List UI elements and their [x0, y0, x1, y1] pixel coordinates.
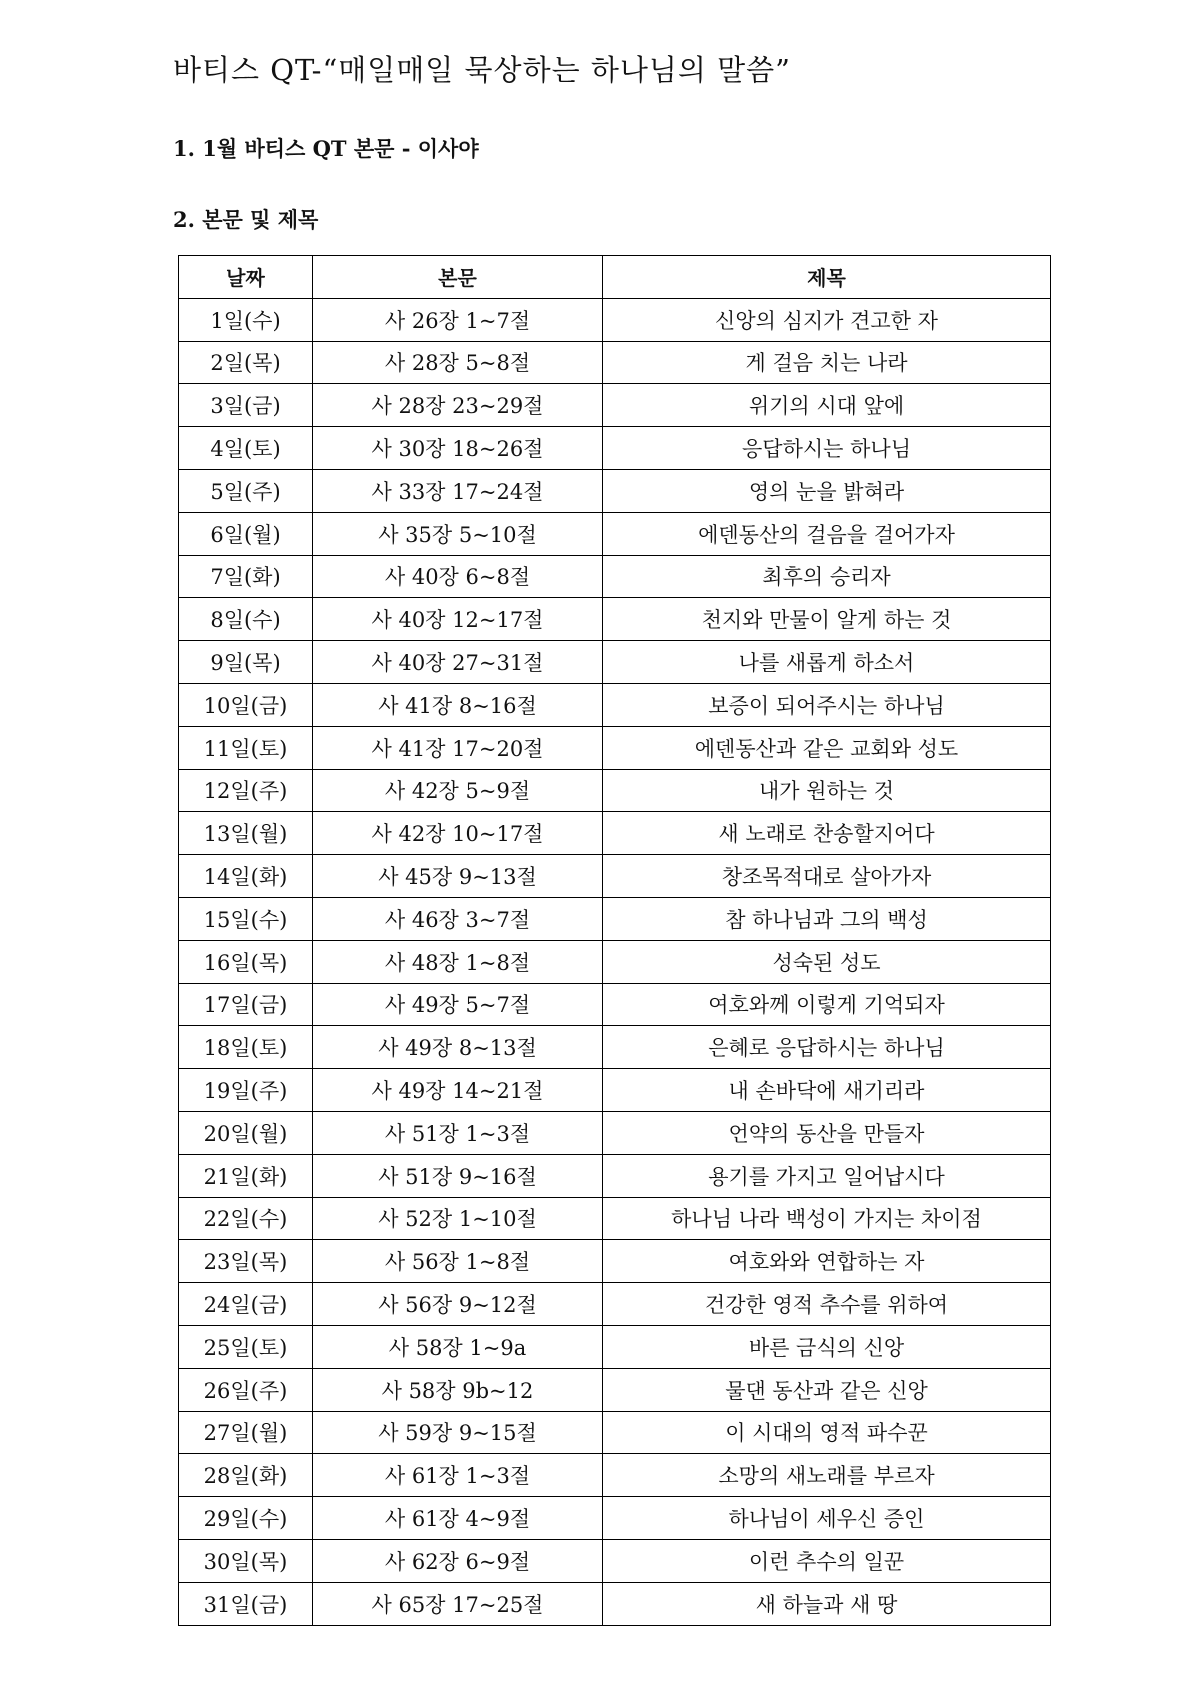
- date-cell: 26일(주): [179, 1368, 313, 1411]
- table-row: [179, 469, 1051, 512]
- section-heading-2: 2. 본문 및 제목: [173, 207, 319, 232]
- table-row: [179, 1283, 1051, 1326]
- reading-schedule-table: [178, 255, 1051, 1626]
- table-row: [179, 1582, 1051, 1625]
- title-cell: 여호와께 이렇게 기억되자: [603, 983, 1051, 1026]
- passage-cell: 사 56장 1~8절: [313, 1240, 603, 1283]
- passage-cell: 사 28장 23~29절: [313, 384, 603, 427]
- header-title: 제목: [603, 256, 1051, 299]
- table-header-row: [179, 256, 1051, 299]
- title-cell: 소망의 새노래를 부르자: [603, 1454, 1051, 1497]
- date-cell: 23일(목): [179, 1240, 313, 1283]
- passage-cell: 사 62장 6~9절: [313, 1539, 603, 1582]
- passage-cell: 사 59장 9~15절: [313, 1411, 603, 1454]
- title-cell: 성숙된 성도: [603, 940, 1051, 983]
- title-cell: 이 시대의 영적 파수꾼: [603, 1411, 1051, 1454]
- passage-cell: 사 40장 6~8절: [313, 555, 603, 598]
- passage-cell: 사 33장 17~24절: [313, 469, 603, 512]
- table-row: [179, 940, 1051, 983]
- table-row: [179, 1325, 1051, 1368]
- table-row: [179, 769, 1051, 812]
- date-cell: 28일(화): [179, 1454, 313, 1497]
- passage-cell: 사 35장 5~10절: [313, 512, 603, 555]
- date-cell: 21일(화): [179, 1154, 313, 1197]
- table-row: [179, 1411, 1051, 1454]
- date-cell: 7일(화): [179, 555, 313, 598]
- title-cell: 참 하나님과 그의 백성: [603, 897, 1051, 940]
- date-cell: 3일(금): [179, 384, 313, 427]
- document-title: 바티스 QT-“매일매일 묵상하는 하나님의 말씀”: [173, 53, 791, 87]
- title-cell: 영의 눈을 밝혀라: [603, 469, 1051, 512]
- passage-cell: 사 49장 8~13절: [313, 1026, 603, 1069]
- table-row: [179, 1497, 1051, 1540]
- passage-cell: 사 61장 4~9절: [313, 1497, 603, 1540]
- date-cell: 12일(주): [179, 769, 313, 812]
- passage-cell: 사 58장 9b~12: [313, 1368, 603, 1411]
- table-row: [179, 555, 1051, 598]
- table-row: [179, 427, 1051, 470]
- table-row: [179, 1069, 1051, 1112]
- title-cell: 내 손바닥에 새기리라: [603, 1069, 1051, 1112]
- date-cell: 2일(목): [179, 341, 313, 384]
- date-cell: 8일(수): [179, 598, 313, 641]
- date-cell: 14일(화): [179, 855, 313, 898]
- table-row: [179, 598, 1051, 641]
- title-cell: 새 하늘과 새 땅: [603, 1582, 1051, 1625]
- table-row: [179, 298, 1051, 341]
- date-cell: 20일(월): [179, 1111, 313, 1154]
- title-cell: 에덴동산의 걸음을 걸어가자: [603, 512, 1051, 555]
- table-row: [179, 1026, 1051, 1069]
- date-cell: 10일(금): [179, 683, 313, 726]
- date-cell: 19일(주): [179, 1069, 313, 1112]
- passage-cell: 사 45장 9~13절: [313, 855, 603, 898]
- title-cell: 여호와와 연합하는 자: [603, 1240, 1051, 1283]
- passage-cell: 사 61장 1~3절: [313, 1454, 603, 1497]
- date-cell: 13일(월): [179, 812, 313, 855]
- passage-cell: 사 41장 17~20절: [313, 726, 603, 769]
- date-cell: 24일(금): [179, 1283, 313, 1326]
- title-cell: 천지와 만물이 알게 하는 것: [603, 598, 1051, 641]
- date-cell: 1일(수): [179, 298, 313, 341]
- header-date: 날짜: [179, 256, 313, 299]
- table-row: [179, 983, 1051, 1026]
- passage-cell: 사 49장 5~7절: [313, 983, 603, 1026]
- passage-cell: 사 49장 14~21절: [313, 1069, 603, 1112]
- table-row: [179, 1197, 1051, 1240]
- passage-cell: 사 42장 10~17절: [313, 812, 603, 855]
- table-row: [179, 855, 1051, 898]
- title-cell: 위기의 시대 앞에: [603, 384, 1051, 427]
- date-cell: 4일(토): [179, 427, 313, 470]
- table-row: [179, 1368, 1051, 1411]
- passage-cell: 사 41장 8~16절: [313, 683, 603, 726]
- passage-cell: 사 30장 18~26절: [313, 427, 603, 470]
- header-passage: 본문: [313, 256, 603, 299]
- section-heading-1: 1. 1월 바티스 QT 본문 - 이사야: [173, 136, 479, 161]
- title-cell: 게 걸음 치는 나라: [603, 341, 1051, 384]
- title-cell: 에덴동산과 같은 교회와 성도: [603, 726, 1051, 769]
- table-row: [179, 1154, 1051, 1197]
- date-cell: 30일(목): [179, 1539, 313, 1582]
- passage-cell: 사 26장 1~7절: [313, 298, 603, 341]
- title-cell: 나를 새롭게 하소서: [603, 641, 1051, 684]
- title-cell: 이런 추수의 일꾼: [603, 1539, 1051, 1582]
- table-row: [179, 726, 1051, 769]
- passage-cell: 사 42장 5~9절: [313, 769, 603, 812]
- passage-cell: 사 40장 12~17절: [313, 598, 603, 641]
- title-cell: 새 노래로 찬송할지어다: [603, 812, 1051, 855]
- table-row: [179, 1454, 1051, 1497]
- passage-cell: 사 40장 27~31절: [313, 641, 603, 684]
- date-cell: 11일(토): [179, 726, 313, 769]
- passage-cell: 사 58장 1~9a: [313, 1325, 603, 1368]
- title-cell: 최후의 승리자: [603, 555, 1051, 598]
- table-row: [179, 1539, 1051, 1582]
- title-cell: 응답하시는 하나님: [603, 427, 1051, 470]
- passage-cell: 사 65장 17~25절: [313, 1582, 603, 1625]
- title-cell: 은혜로 응답하시는 하나님: [603, 1026, 1051, 1069]
- date-cell: 22일(수): [179, 1197, 313, 1240]
- title-cell: 건강한 영적 추수를 위하여: [603, 1283, 1051, 1326]
- table-row: [179, 1111, 1051, 1154]
- date-cell: 25일(토): [179, 1325, 313, 1368]
- date-cell: 31일(금): [179, 1582, 313, 1625]
- passage-cell: 사 51장 9~16절: [313, 1154, 603, 1197]
- date-cell: 6일(월): [179, 512, 313, 555]
- title-cell: 용기를 가지고 일어납시다: [603, 1154, 1051, 1197]
- table-row: [179, 1240, 1051, 1283]
- table-row: [179, 341, 1051, 384]
- table-body: [179, 298, 1051, 1625]
- passage-cell: 사 46장 3~7절: [313, 897, 603, 940]
- date-cell: 16일(목): [179, 940, 313, 983]
- table-row: [179, 683, 1051, 726]
- title-cell: 바른 금식의 신앙: [603, 1325, 1051, 1368]
- title-cell: 창조목적대로 살아가자: [603, 855, 1051, 898]
- title-cell: 신앙의 심지가 견고한 자: [603, 298, 1051, 341]
- passage-cell: 사 52장 1~10절: [313, 1197, 603, 1240]
- passage-cell: 사 51장 1~3절: [313, 1111, 603, 1154]
- date-cell: 5일(주): [179, 469, 313, 512]
- title-cell: 하나님이 세우신 증인: [603, 1497, 1051, 1540]
- date-cell: 15일(수): [179, 897, 313, 940]
- passage-cell: 사 48장 1~8절: [313, 940, 603, 983]
- table-row: [179, 512, 1051, 555]
- date-cell: 27일(월): [179, 1411, 313, 1454]
- passage-cell: 사 28장 5~8절: [313, 341, 603, 384]
- date-cell: 29일(수): [179, 1497, 313, 1540]
- table-row: [179, 641, 1051, 684]
- date-cell: 17일(금): [179, 983, 313, 1026]
- title-cell: 내가 원하는 것: [603, 769, 1051, 812]
- date-cell: 18일(토): [179, 1026, 313, 1069]
- table-row: [179, 384, 1051, 427]
- table-row: [179, 812, 1051, 855]
- passage-cell: 사 56장 9~12절: [313, 1283, 603, 1326]
- table-row: [179, 897, 1051, 940]
- title-cell: 보증이 되어주시는 하나님: [603, 683, 1051, 726]
- date-cell: 9일(목): [179, 641, 313, 684]
- title-cell: 물댄 동산과 같은 신앙: [603, 1368, 1051, 1411]
- title-cell: 하나님 나라 백성이 가지는 차이점: [603, 1197, 1051, 1240]
- title-cell: 언약의 동산을 만들자: [603, 1111, 1051, 1154]
